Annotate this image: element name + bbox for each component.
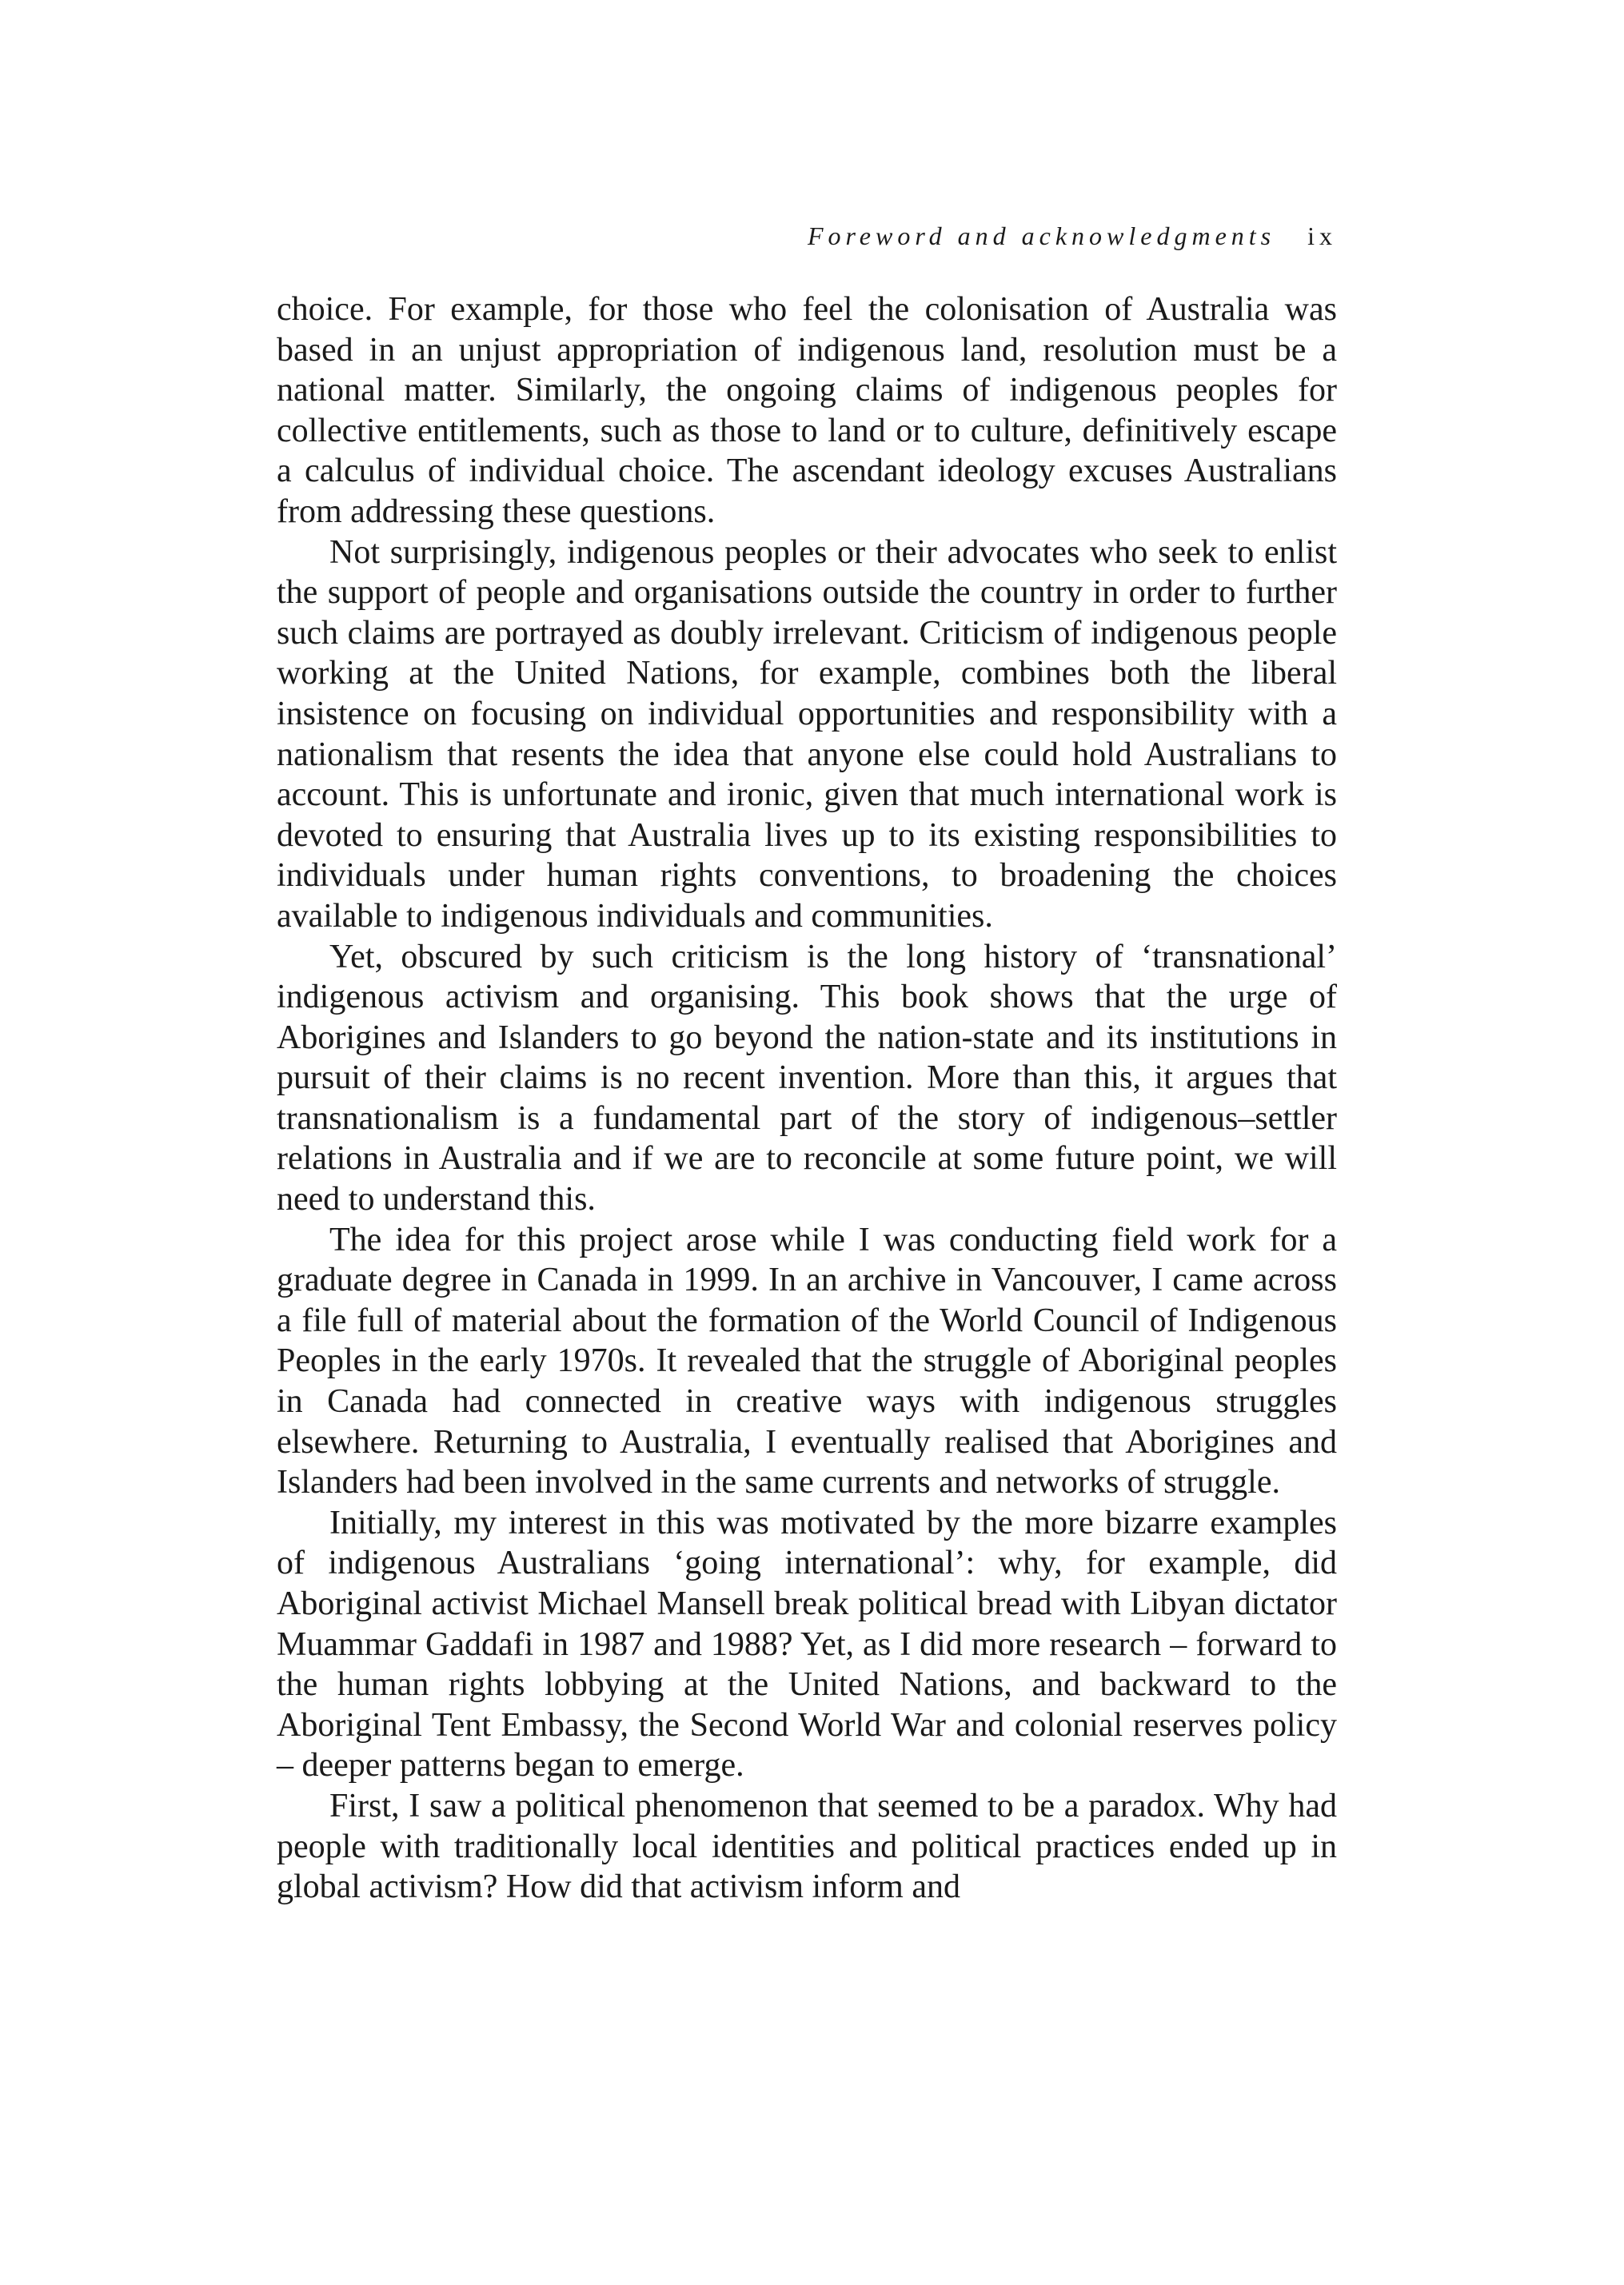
paragraph: Initially, my interest in this was motivated by the more bizarre examples of indigenous Australians ‘going international’: why, for example, did Aboriginal activist Michael Mansell break political bread with Libyan dictator Muammar Gaddafi in 1987 and 1988? Yet, as I did more research – forward to the human rights lobbying at the United Nations, and backward to the Aboriginal Tent Embassy, the Second World War and colonial reserves policy – deeper patterns began to emerge. (277, 1504, 1337, 1785)
paragraph: First, I saw a political phenomenon that seemed to be a paradox. Why had people with traditionally local identities and political practices ended up in global activism? How did that activism inform and (277, 1787, 1337, 1906)
paragraph: Yet, obscured by such criticism is the long history of ‘transnational’ indigenous activism and organising. This book shows that the urge of Aborigines and Islanders to go beyond the nation-state and its institutions in pursuit of their claims is no recent invention. More than this, it argues that transnationalism is a fundamental part of the story of indigenous–settler relations in Australia and if we are to reconcile at some future point, we will need to understand this. (277, 938, 1337, 1218)
paragraph: The idea for this project arose while I was conducting field work for a graduate degree in Canada in 1999. In an archive in Vancouver, I came across a file full of material about the formation of the World Council of Indigenous Peoples in the early 1970s. It revealed that the struggle of Aboriginal peoples in Canada had connected in creative ways with indigenous struggles elsewhere. Returning to Australia, I eventually realised that Aborigines and Islanders had been involved in the same currents and networks of struggle. (277, 1221, 1337, 1501)
paragraph-continued: choice. For example, for those who feel the colonisation of Australia was based in an unjust appropriation of indigenous land, resolution must be a national matter. Similarly, the ongoing claims of indigenous peoples for collective entitlements, such as those to land or to culture, definitively escape a calculus of individual choice. The ascendant ideology excuses Australians from addressing these questions. (277, 291, 1337, 530)
running-head-title: Foreword and acknowledgments (807, 221, 1276, 250)
paragraph: Not surprisingly, indigenous peoples or their advocates who seek to enlist the support of people and organisations outside the country in order to further such claims are portrayed as doubly irrelevant. Criticism of indigenous people working at the United Nations, for example, combines both the liberal insistence on focusing on individual opportunities and responsibility with a nationalism that resents the idea that anyone else could hold Australians to account. This is unfortunate and ironic, given that much international work is devoted to ensuring that Australia lives up to its existing responsibilities to individuals under human rights conventions, to broadening the choices available to indigenous individuals and communities. (277, 533, 1337, 935)
running-head (277, 216, 1337, 256)
page-number: ix (1307, 221, 1337, 250)
body-text (277, 289, 1337, 1908)
